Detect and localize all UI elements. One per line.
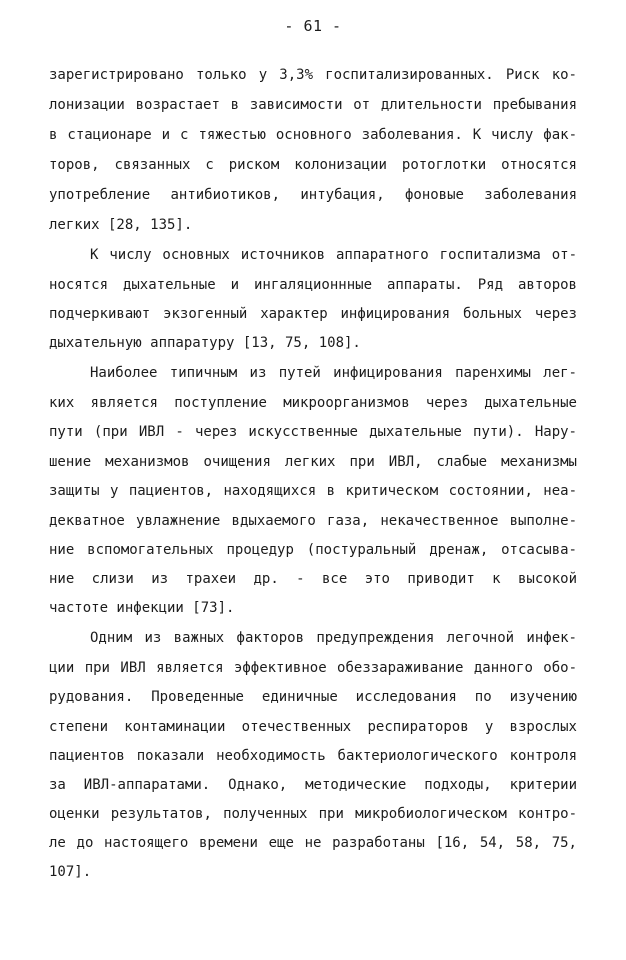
- text-line: оценки результатов, полученных при микробиологическом контро-: [49, 806, 577, 822]
- text-line: защиты у пациентов, находящихся в критическом состоянии, неа-: [49, 483, 577, 499]
- text-line: в стационаре и с тяжестью основного заболевания. К числу фак-: [49, 127, 577, 143]
- text-line: К числу основных источников аппаратного госпитализма от-: [90, 247, 577, 263]
- text-line: пациентов показали необходимость бактериологического контроля: [49, 748, 577, 764]
- text-line: ции при ИВЛ является эффективное обеззараживание данного обо-: [49, 660, 577, 676]
- text-line: торов, связанных с риском колонизации ротоглотки относятся: [49, 157, 577, 173]
- text-line: Одним из важных факторов предупреждения легочной инфек-: [90, 630, 577, 646]
- text-line: пути (при ИВЛ - через искусственные дыхательные пути). Нару-: [49, 424, 577, 440]
- text-line: подчеркивают экзогенный характер инфицирования больных через: [49, 306, 577, 322]
- text-line: за ИВЛ-аппаратами. Однако, методические подходы, критерии: [49, 777, 577, 793]
- text-line: рудования. Проведенные единичные исследования по изучению: [49, 689, 577, 705]
- text-line: ние вспомогательных процедур (постуральный дренаж, отсасыва-: [49, 542, 577, 558]
- text-line: дыхательную аппаратуру [13, 75, 108].: [49, 335, 361, 351]
- text-line: ких является поступление микроорганизмов через дыхательные: [49, 395, 577, 411]
- text-line: носятся дыхательные и ингаляционнные аппараты. Ряд авторов: [49, 277, 577, 293]
- text-line: зарегистрировано только у 3,3% госпитализированных. Риск ко-: [49, 67, 577, 83]
- text-line: 107].: [49, 864, 92, 880]
- text-line: декватное увлажнение вдыхаемого газа, некачественное выполне-: [49, 513, 577, 529]
- text-line: легких [28, 135].: [49, 217, 193, 233]
- text-line: Наиболее типичным из путей инфицирования паренхимы лег-: [90, 365, 577, 381]
- page-number: - 61 -: [284, 17, 342, 35]
- text-line: ние слизи из трахеи др. - все это приводит к высокой: [49, 571, 577, 587]
- text-line: частоте инфекции [73].: [49, 600, 235, 616]
- text-line: ле до настоящего времени еще не разработаны [16, 54, 58, 75,: [49, 835, 577, 851]
- text-line: шение механизмов очищения легких при ИВЛ, слабые механизмы: [49, 454, 577, 470]
- text-line: употребление антибиотиков, интубация, фоновые заболевания: [49, 187, 577, 203]
- text-line: лонизации возрастает в зависимости от длительности пребывания: [49, 97, 577, 113]
- text-line: степени контаминации отечественных респираторов у взрослых: [49, 719, 577, 735]
